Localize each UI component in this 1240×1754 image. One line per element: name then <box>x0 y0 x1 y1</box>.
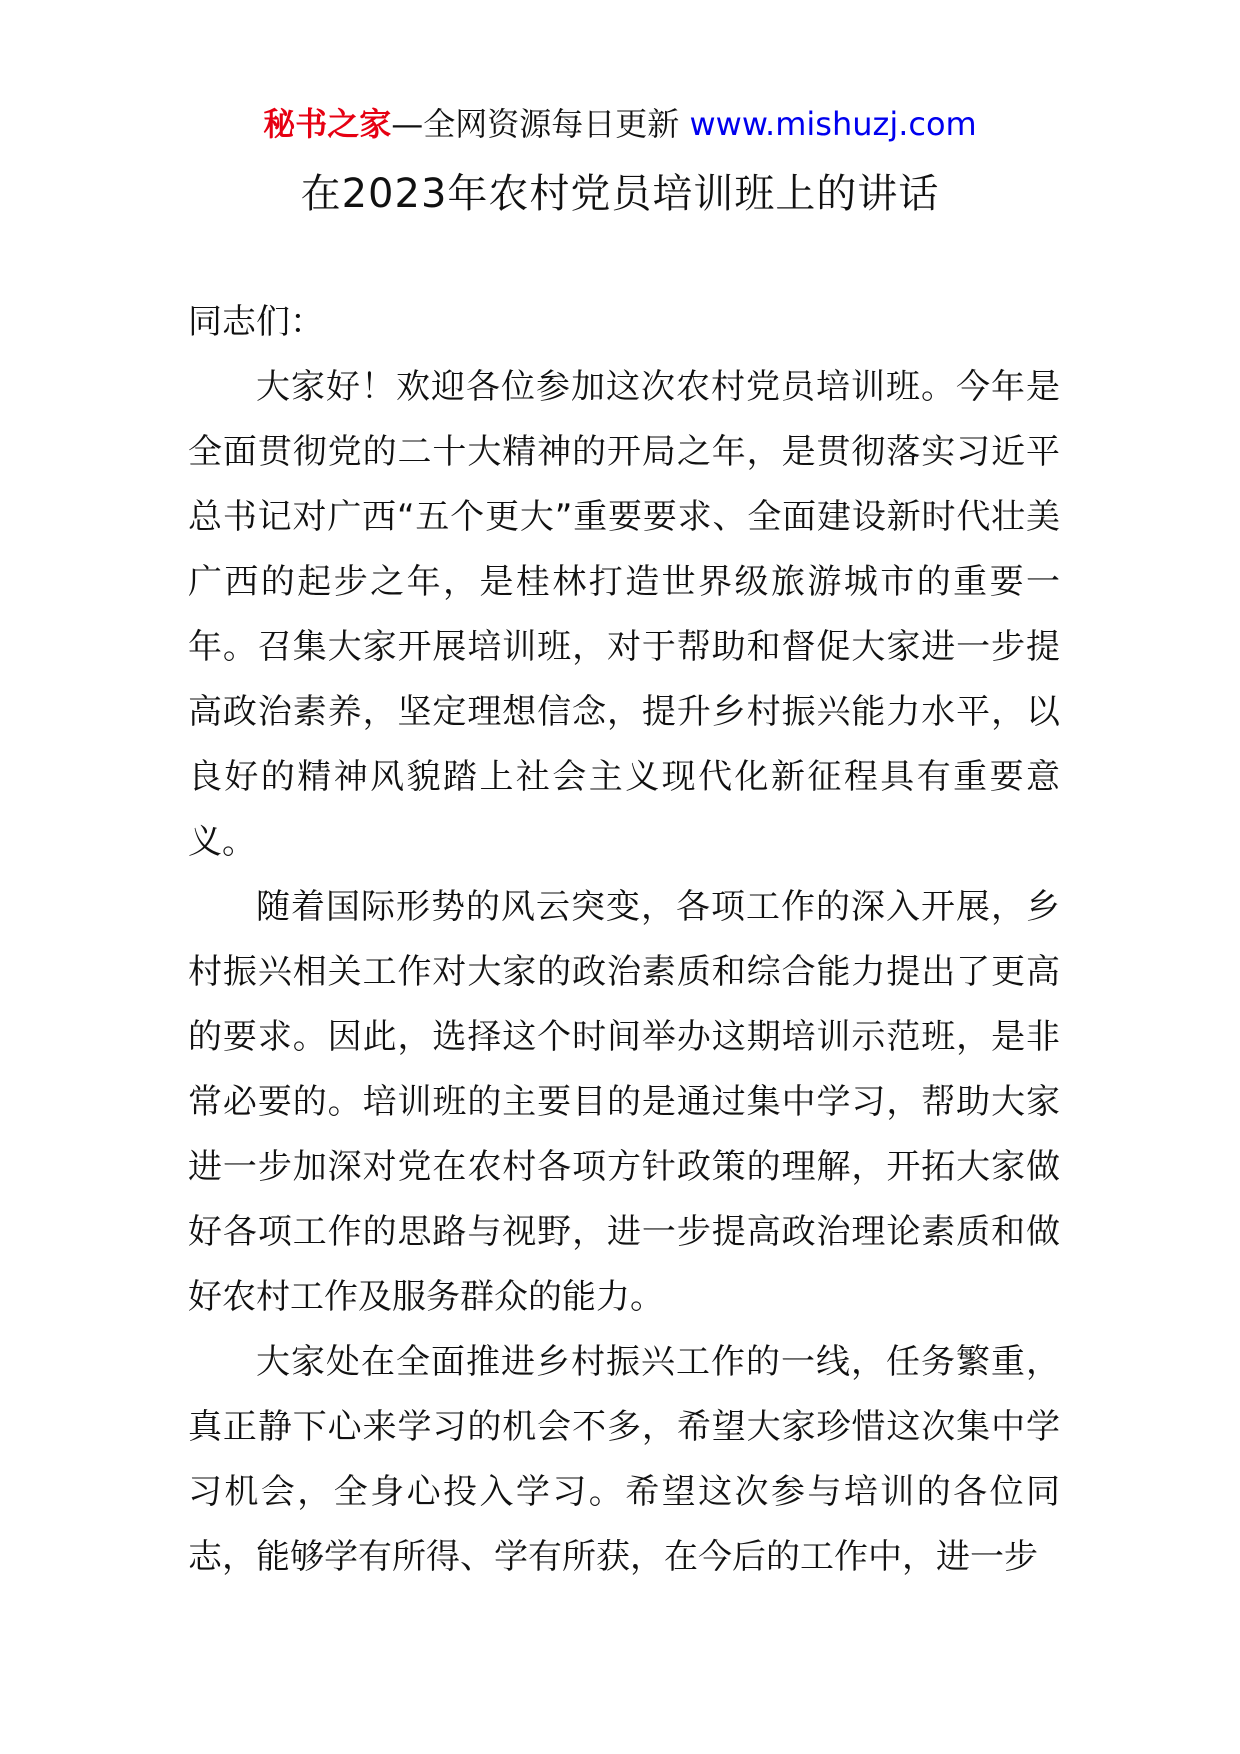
paragraph: 大家好！欢迎各位参加这次农村党员培训班。今年是全面贯彻党的二十大精神的开局之年，是贯彻落实习近平总书记对广西“五个更大”重要要求、全面建设新时代壮美广西的起步之年，是桂林打造世界级旅游城市的重要一年。召集大家开展培训班，对于帮助和督促大家进一步提高政治素养，坚定理想信念，提升乡村振兴能力水平，以良好的精神风貌踏上社会主义现代化新征程具有重要意义。 <box>188 367 1060 862</box>
site-slogan: —全网资源每日更新 <box>391 105 690 143</box>
paragraph: 随着国际形势的风云突变，各项工作的深入开展，乡村振兴相关工作对大家的政治素质和综合能力提出了更高的要求。因此，选择这个时间举办这期培训示范班，是非常必要的。培训班的主要目的是通过集中学习，帮助大家进一步加深对党在农村各项方针政策的理解，开拓大家做好各项工作的思路与视野，进一步提高政治理论素质和做好农村工作及服务群众的能力。 <box>188 887 1060 1317</box>
paragraph: 大家处在全面推进乡村振兴工作的一线，任务繁重，真正静下心来学习的机会不多，希望大家珍惜这次集中学习机会，全身心投入学习。希望这次参与培训的各位同志，能够学有所得、学有所获，在今后的工作中，进一步 <box>188 1342 1060 1577</box>
site-header <box>0 102 1240 146</box>
document-body <box>188 290 1060 1590</box>
site-url-link[interactable]: www.mishuzj.com <box>689 105 977 143</box>
document-title: 在2023年农村党员培训班上的讲话 <box>300 171 940 217</box>
salutation: 同志们： <box>188 302 324 342</box>
site-brand: 秘书之家 <box>263 105 392 143</box>
